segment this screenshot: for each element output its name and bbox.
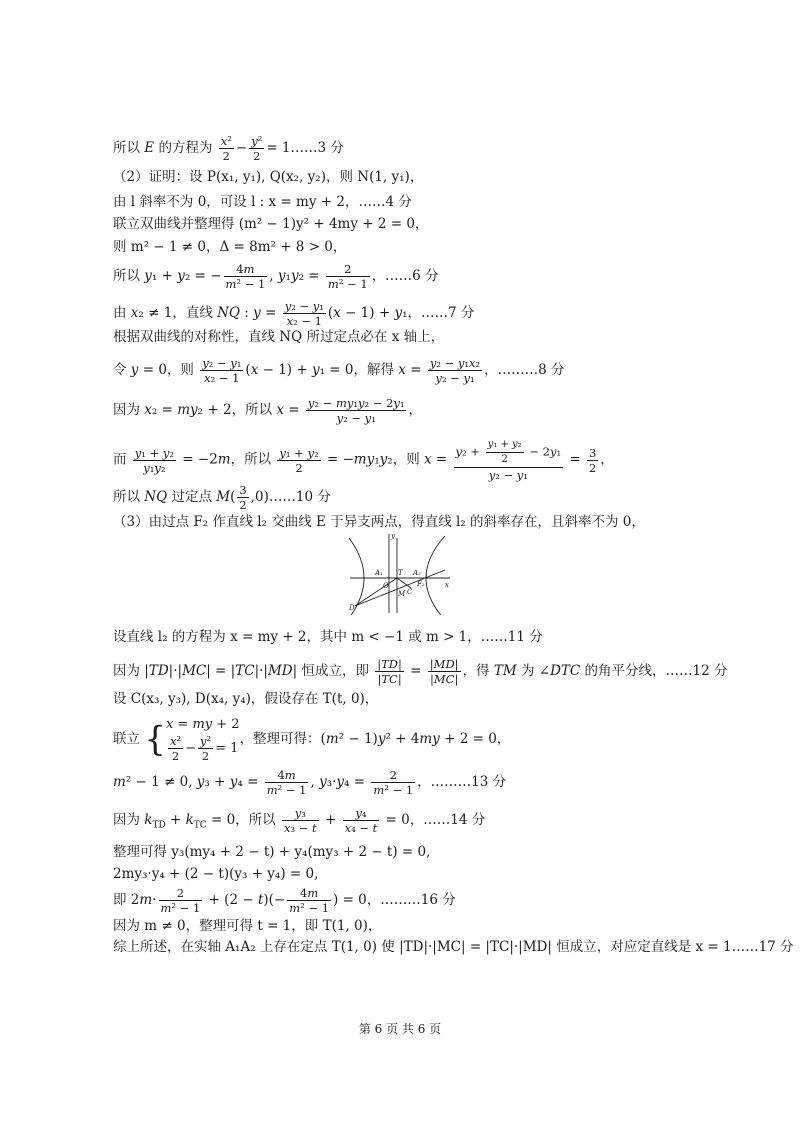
label-T: T [398,569,403,577]
hyperbola-figure [345,530,455,615]
line-24: 综上所述，在实轴 A₁A₂ 上存在定点 T(1, 0) 使 |TD|·|MC| = |TC|·|MD| 恒成立，对应定直线是 x = 1……17 分 [113,939,794,955]
line-22: 即 2m· $\frac{2}{\text{m² − 1}}$ + (2 − t)(− $\frac{4m}{\text{m² − 1}}$ ) = 0，………16 分 [113,886,456,915]
line-3: 由 l 斜率不为 0，可设 l : x = my + 2，……4 分 [113,194,412,210]
line-5: 则 m² − 1 ≠ 0，Δ = 8m² + 8 > 0， [113,239,347,255]
line-1-text: 所以 E 的方程为 [113,140,213,156]
label-F2: F₂ [417,580,425,588]
label-A1: A₁ [375,569,383,577]
line-19: 因为 $k_{TD} + k_{TC} = 0$，所以 $\frac{\text{y₃}}{\text{x₃ − t}}$ + $\frac{\text{y₄}}{\text{x₄ − t}}$ = 0，……14 分 [113,806,486,835]
line-17: 联立 {x = my + 2 $\frac{\text{x²}}{2}$ − $\frac{\text{y²}}{2}$ = 1，整理可得：(m² − 1)y² + 4my + 2 = 0， [113,717,511,763]
line-23: 因为 m ≠ 0，整理可得 t = 1，即 T(1, 0)， [113,918,382,934]
label-C: C [407,588,413,596]
line-2: （2）证明：设 P(x₁, y₁), Q(x₂, y₂)，则 N(1, y₁)， [113,169,424,185]
line-11: 而 $\frac{\text{y₁ + y₂}}{\text{y₁y₂}}$ = −2m，所以 $\frac{\text{y₁ + y₂}}{2}$ = −my₁y₂，则 x = y₂ + $\frac{\text{y₁ + y₂}}{2}$ − 2y₁ y₂ − y₁ = $\frac{3}{2}$ ， [113,439,614,482]
label-x: x [445,581,449,589]
line-7: 由 x₂ ≠ 1，直线 NQ : y = $\frac{\text{y₂ − y₁}}{\text{x₂ − 1}}$ (x − 1) + y₁，……7 分 [113,299,475,328]
line-13: （3）由过点 F₂ 作直线 l₂ 交曲线 E 于异支两点，得直线 l₂ 的斜率存在，且斜率不为 0， [113,514,645,530]
line-20: 整理可得 y₃(my₄ + 2 − t) + y₄(my₃ + 2 − t) = 0, [113,844,431,860]
label-D: D [349,604,355,612]
label-O: O [383,582,389,590]
line-6: 所以 y₁ + y₂ = − $\frac{4m}{\text{m² − 1}}$ , y₁y₂ = $\frac{2}{\text{m² − 1}}$ ，……6 分 [113,262,439,291]
label-M: M [398,590,406,598]
line-21: 2my₃·y₄ + (2 − t)(y₃ + y₄) = 0, [113,866,319,882]
line-1: 所以 E 的方程为 $\frac{\text{x²}}{2}$ − $\frac{\text{y²}}{2}$ = 1……3 分 [113,134,344,163]
label-A2: A₂ [413,569,421,577]
page-footer: 第 6 页 共 6 页 [358,1022,442,1036]
line-8: 根据双曲线的对称性，直线 NQ 所过定点必在 x 轴上， [113,329,445,345]
line-14: 设直线 l₂ 的方程为 x = my + 2，其中 m < −1 或 m > 1，……11 分 [113,629,543,645]
label-y: y [391,532,395,540]
line-16: 设 C(x₃, y₃), D(x₄, y₄)，假设存在 T(t, 0)， [113,691,379,707]
line-4: 联立双曲线并整理得 (m² − 1)y² + 4my + 2 = 0， [113,216,429,232]
hyperbola-right-branch [426,536,445,615]
line-9: 令 y = 0，则 $\frac{\text{y₂ − y₁}}{\text{x₂ − 1}}$ (x − 1) + y₁ = 0，解得 x = $\frac{\text{y₂ − y₁x₂}}{\text{y₂ − y₁}}$ ，………8 分 [113,356,565,385]
line-12: 所以 NQ 过定点 M( $\frac{3}{2}$ ,0)……10 分 [113,483,331,512]
line-10: 因为 x₂ = my₂ + 2，所以 x = $\frac{\text{y₂ − my₁y₂ − 2y₁}}{\text{y₂ − y₁}}$ ， [113,396,422,425]
line-15: 因为 |TD|·|MC| = |TC|·|MD| 恒成立，即 $\frac{|TD|}{|TC|}$ = $\frac{|MD|}{|MC|}$ ，得 TM 为 ∠DTC 的角平分线，……12 分 [113,657,728,686]
line-18: m² − 1 ≠ 0, y₃ + y₄ = $\frac{4m}{\text{m² − 1}}$ , y₃·y₄ = $\frac{2}{\text{m² − 1}}$ ，………13 分 [113,768,507,797]
